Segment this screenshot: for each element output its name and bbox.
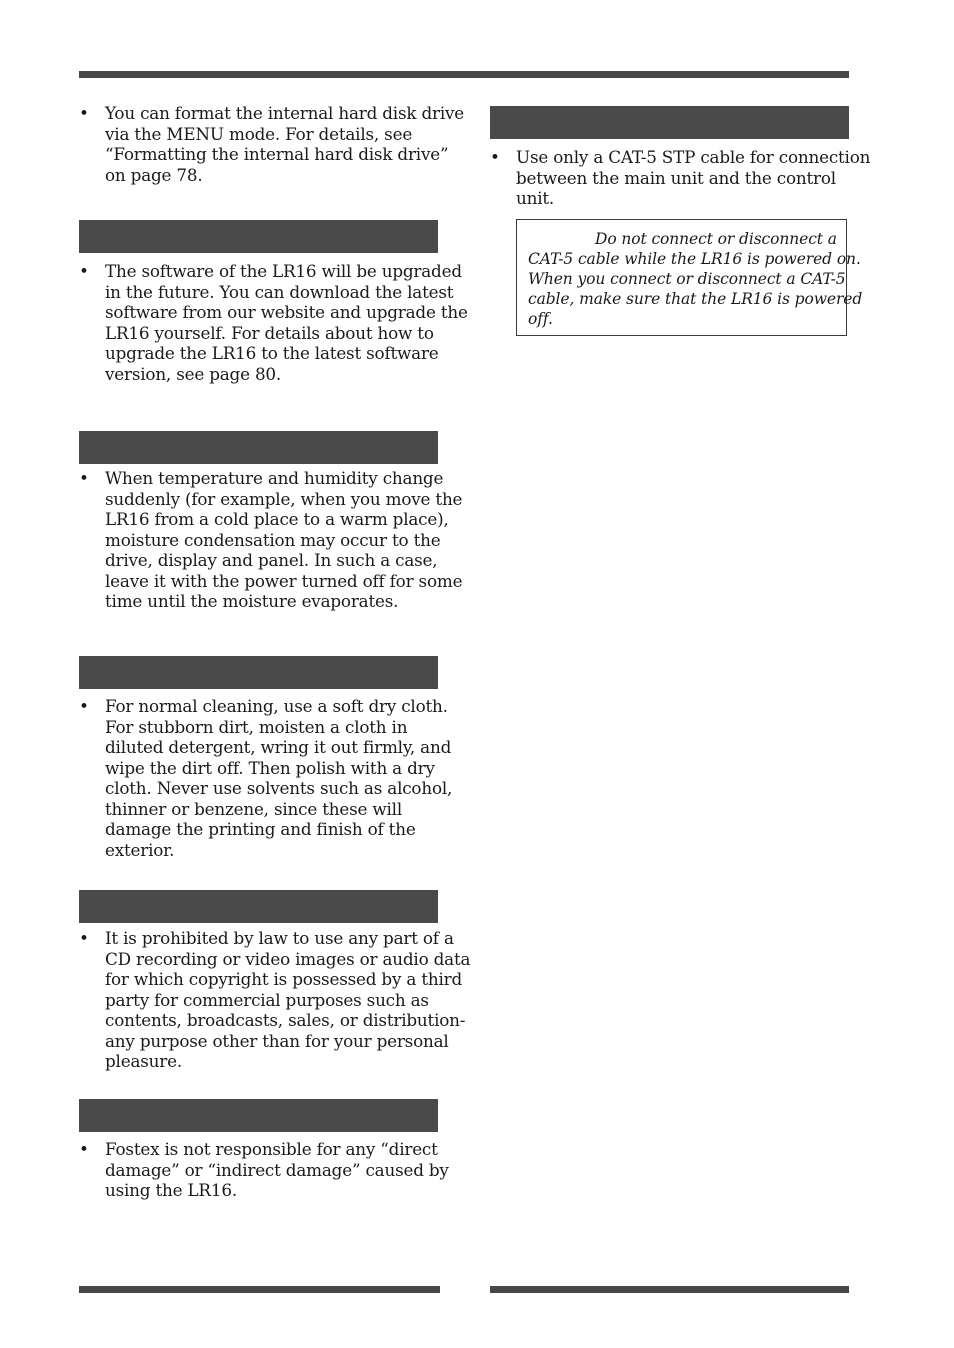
list-item: [79, 696, 453, 860]
note-line: off.: [528, 310, 553, 328]
section-heading-bar: [490, 106, 849, 139]
note-line: cable, make sure that the LR16 is powered: [528, 290, 863, 308]
caution-note-box: [516, 219, 863, 336]
note-line: Do not connect or disconnect a: [595, 230, 837, 248]
top-rule: [79, 71, 849, 78]
bottom-rule-left: [79, 1286, 440, 1293]
bullet-marker: •: [79, 1139, 89, 1159]
list-item: [79, 261, 468, 384]
bullet-marker: •: [79, 696, 89, 716]
bullet-text: Fostex is not responsible for any “direct damage” or “indirect damage” caused by using the LR16.: [105, 1139, 449, 1200]
bullet-text: You can format the internal hard disk drive via the MENU mode. For details, see “Formatting the internal hard disk drive” on page 78.: [105, 103, 465, 185]
list-item: [79, 1139, 449, 1201]
bullet-text: For normal cleaning, use a soft dry cloth. For stubborn dirt, moisten a cloth in diluted detergent, wring it out firmly, and wipe the dirt off. Then polish with a dry cloth. Never use solvents such as alcohol, thinner or benzene, since these will damage the printing and finish of the exterior.: [105, 696, 453, 860]
list-item: [79, 103, 465, 185]
section-heading-bar: [79, 431, 438, 464]
bottom-rule-right: [490, 1286, 849, 1293]
bullet-marker: •: [79, 261, 89, 281]
note-line: CAT-5 cable while the LR16 is powered on.: [528, 250, 861, 268]
bullet-text: It is prohibited by law to use any part of a CD recording or video images or audio data for which copyright is possessed by a third party for commercial purposes such as contents, broadcasts, sales, or distribution- any purpose other than for your personal pleasure.: [105, 928, 471, 1071]
bullet-marker: •: [490, 147, 500, 167]
section-heading-bar: [79, 656, 438, 689]
bullet-marker: •: [79, 103, 89, 123]
bullet-text: The software of the LR16 will be upgraded in the future. You can download the latest software from our website and upgrade the LR16 yourself. For details about how to upgrade the LR16 to the latest software version, see page 80.: [105, 261, 468, 384]
section-heading-bar: [79, 1099, 438, 1132]
list-item: [490, 147, 871, 209]
section-heading-bar: [79, 890, 438, 923]
bullet-marker: •: [79, 928, 89, 948]
bullet-marker: •: [79, 468, 89, 488]
list-item: [79, 928, 471, 1072]
bullet-text: Use only a CAT-5 STP cable for connection between the main unit and the control unit.: [516, 147, 871, 208]
list-item: [79, 468, 463, 612]
note-line: When you connect or disconnect a CAT-5: [528, 270, 846, 288]
bullet-text: When temperature and humidity change suddenly (for example, when you move the LR16 from a cold place to a warm place), moisture condensation may occur to the drive, display and panel. In such a case, leave it with the power turned off for some time until the moisture evaporates.: [105, 468, 463, 611]
section-heading-bar: [79, 220, 438, 253]
